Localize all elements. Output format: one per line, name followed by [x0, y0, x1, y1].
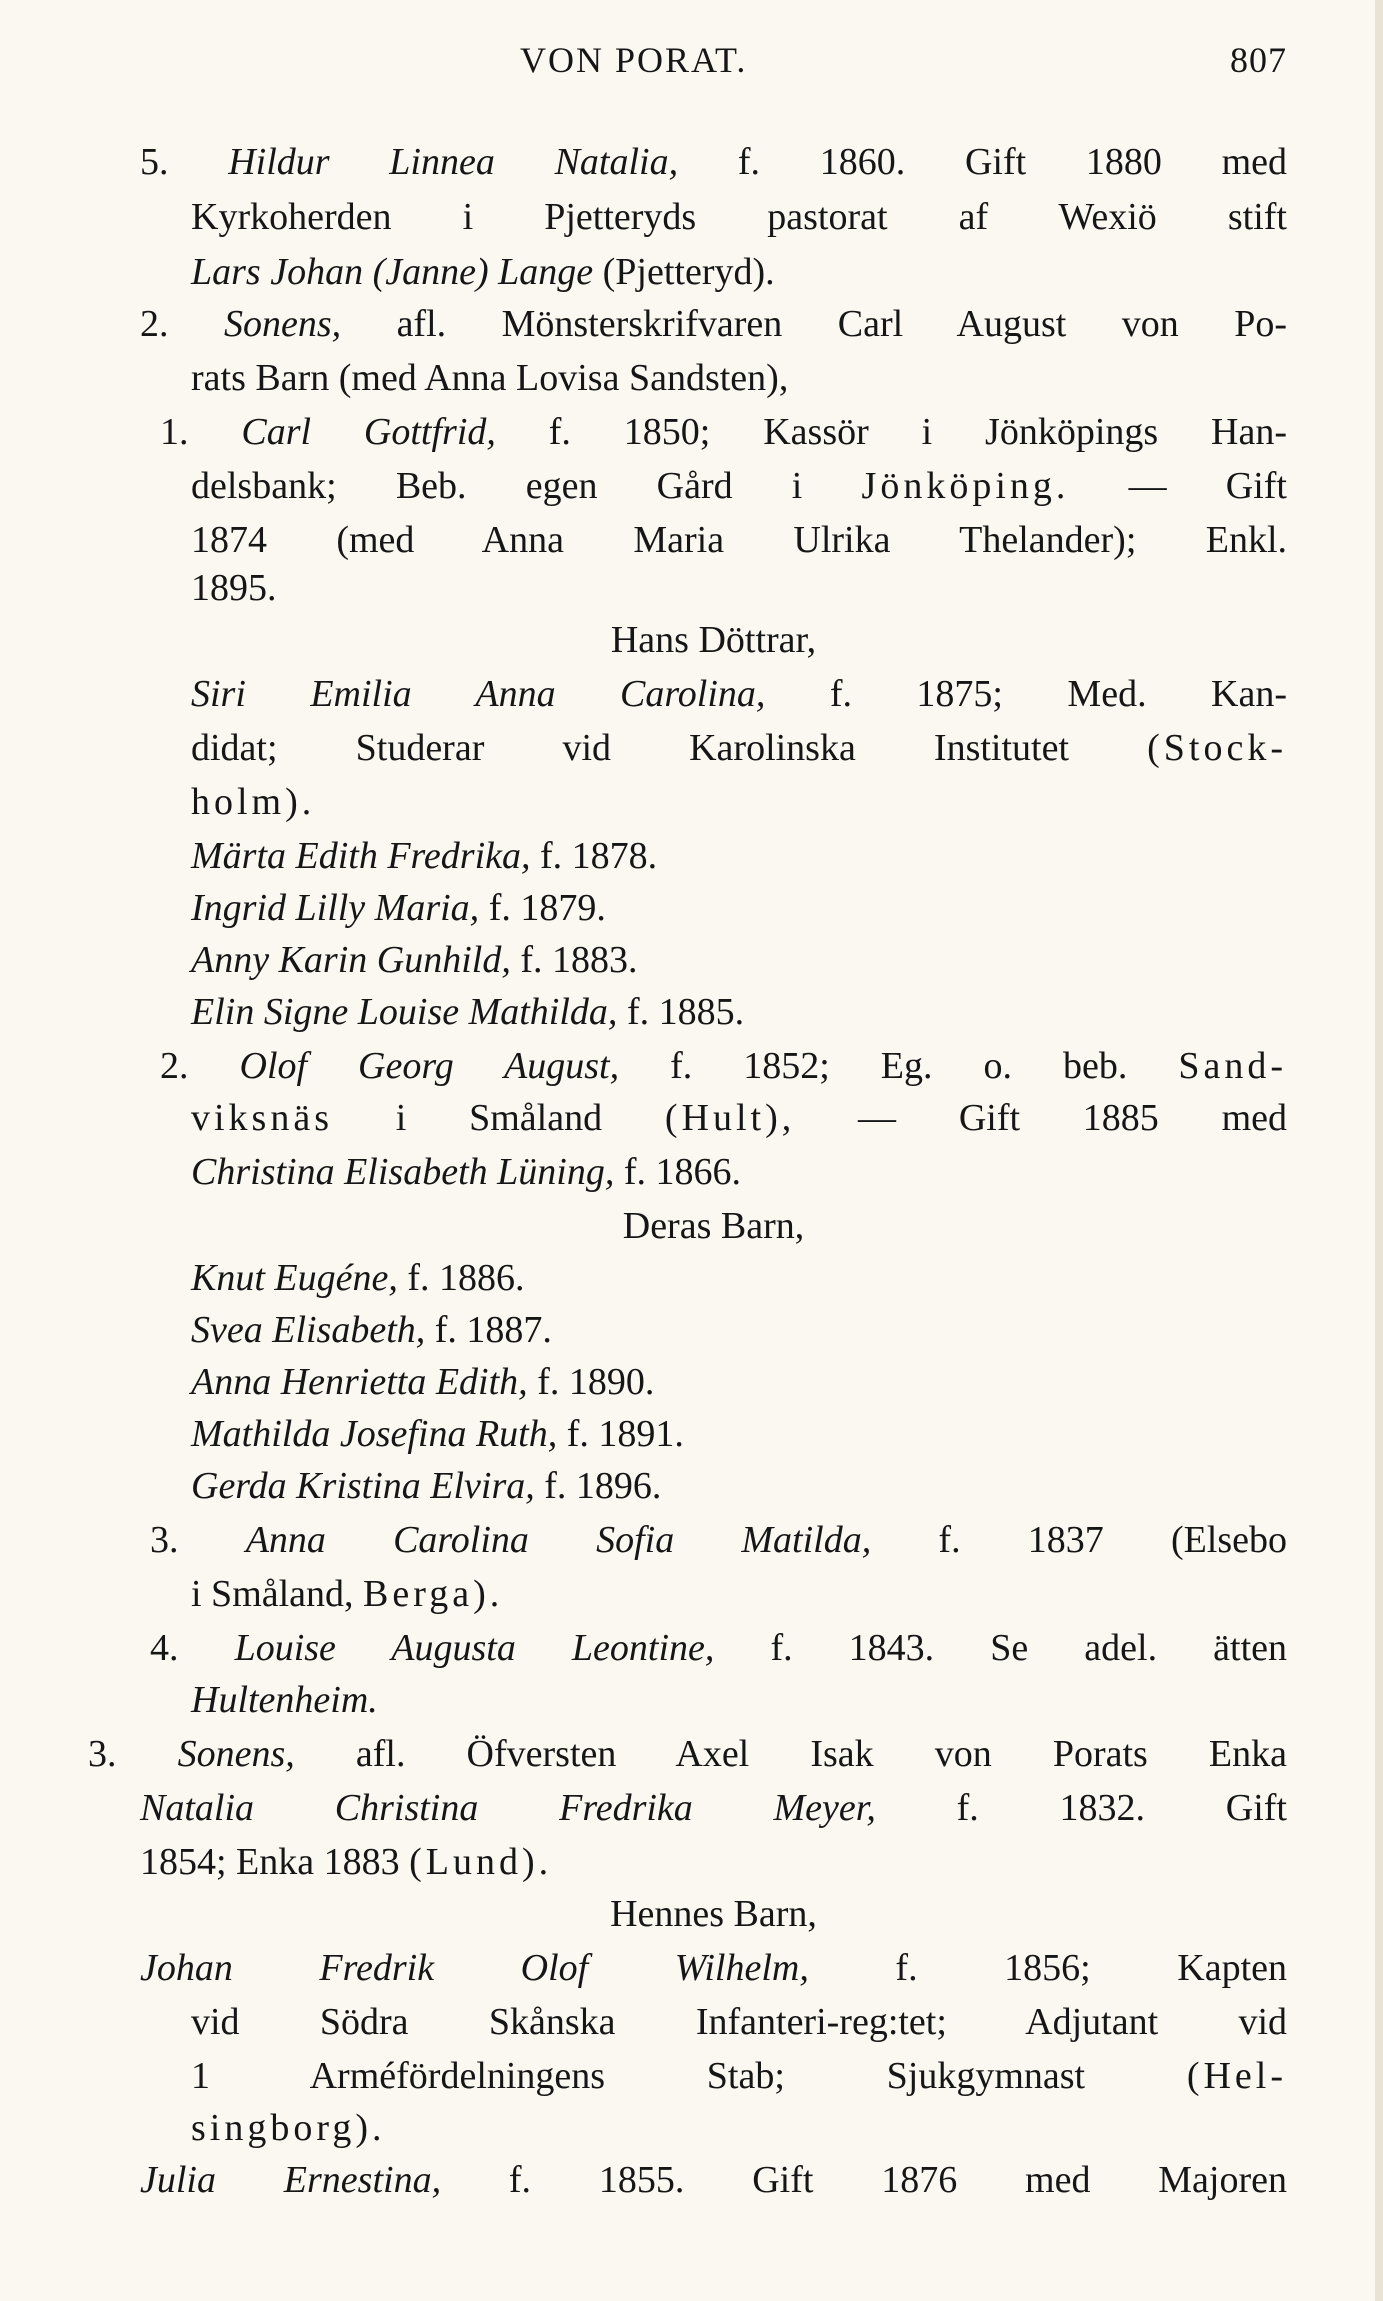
entry-ingrid: Ingrid Lilly Maria, f. 1879.	[191, 887, 606, 929]
entry-gerda: Gerda Kristina Elvira, f. 1896.	[191, 1465, 662, 1507]
entry-johan-line-4: singborg).	[191, 2107, 386, 2149]
entry-knut: Knut Eugéne, f. 1886.	[191, 1257, 525, 1299]
entry-mathilda: Mathilda Josefina Ruth, f. 1891.	[191, 1413, 684, 1455]
entry-johan-line-3: 1 Arméfördelningens Stab; Sjukgymnast (Hel-	[191, 2055, 1287, 2097]
page-edge	[1375, 0, 1383, 2301]
entry-hildur-line-3: Lars Johan (Janne) Lange (Pjetteryd).	[191, 251, 775, 293]
entry-carl-line-2: delsbank; Beb. egen Gård i Jönköping. — Gift	[191, 465, 1287, 507]
page-number: 807	[1230, 40, 1287, 80]
entry-olof-line-2: viksnäs i Småland (Hult), — Gift 1885 med	[191, 1097, 1288, 1139]
section-2-line-1: 2. Sonens, afl. Mönsterskrifvaren Carl August von Po-	[140, 303, 1287, 345]
entry-louise-line-2: Hultenheim.	[191, 1679, 378, 1721]
entry-anny: Anny Karin Gunhild, f. 1883.	[191, 939, 638, 981]
entry-anna-carolina-line-2: i Småland, Berga).	[191, 1573, 504, 1615]
entry-anna-henrietta: Anna Henrietta Edith, f. 1890.	[191, 1361, 655, 1403]
section-3-line-2: Natalia Christina Fredrika Meyer, f. 1832. Gift	[140, 1787, 1287, 1829]
entry-johan-line-1: Johan Fredrik Olof Wilhelm, f. 1856; Kapten	[140, 1947, 1288, 1989]
entry-svea: Svea Elisabeth, f. 1887.	[191, 1309, 552, 1351]
entry-julia: Julia Ernestina, f. 1855. Gift 1876 med Majoren	[140, 2159, 1288, 2201]
entry-louise-line-1: 4. Louise Augusta Leontine, f. 1843. Se adel. ätten	[150, 1627, 1287, 1669]
entry-carl-line-4: 1895.	[191, 567, 277, 609]
entry-olof-line-1: 2. Olof Georg August, f. 1852; Eg. o. beb. Sand-	[160, 1045, 1288, 1087]
entry-carl-line-3: 1874 (med Anna Maria Ulrika Thelander); Enkl.	[191, 519, 1287, 561]
entry-siri-line-3: holm).	[191, 781, 316, 823]
section-2-line-2: rats Barn (med Anna Lovisa Sandsten),	[191, 357, 789, 399]
entry-marta: Märta Edith Fredrika, f. 1878.	[191, 835, 658, 877]
entry-elin: Elin Signe Louise Mathilda, f. 1885.	[191, 991, 745, 1033]
entry-anna-carolina-line-1: 3. Anna Carolina Sofia Matilda, f. 1837 (Elsebo	[150, 1519, 1288, 1561]
entry-olof-line-3: Christina Elisabeth Lüning, f. 1866.	[191, 1151, 741, 1193]
subheading-hans-dottrar: Hans Döttrar,	[610, 619, 817, 661]
running-header	[520, 38, 1287, 82]
subheading-hennes-barn: Hennes Barn,	[610, 1893, 817, 1935]
subheading-deras-barn: Deras Barn,	[622, 1205, 805, 1247]
section-3-line-1: 3. Sonens, afl. Öfversten Axel Isak von Porats Enka	[88, 1733, 1288, 1775]
entry-siri-line-1: Siri Emilia Anna Carolina, f. 1875; Med. Kan-	[191, 673, 1287, 715]
entry-hildur-line-1: 5. Hildur Linnea Natalia, f. 1860. Gift 1880 med	[140, 141, 1288, 183]
entry-carl-line-1: 1. Carl Gottfrid, f. 1850; Kassör i Jönköpings Han-	[160, 411, 1288, 453]
entry-siri-line-2: didat; Studerar vid Karolinska Institutet (Stock-	[191, 727, 1287, 769]
section-3-line-3: 1854; Enka 1883 (Lund).	[140, 1841, 553, 1883]
entry-hildur-line-2: Kyrkoherden i Pjetteryds pastorat af Wexiö stift	[191, 196, 1287, 238]
running-title: VON PORAT.	[520, 40, 748, 80]
entry-johan-line-2: vid Södra Skånska Infanteri-reg:tet; Adjutant vid	[191, 2001, 1287, 2043]
